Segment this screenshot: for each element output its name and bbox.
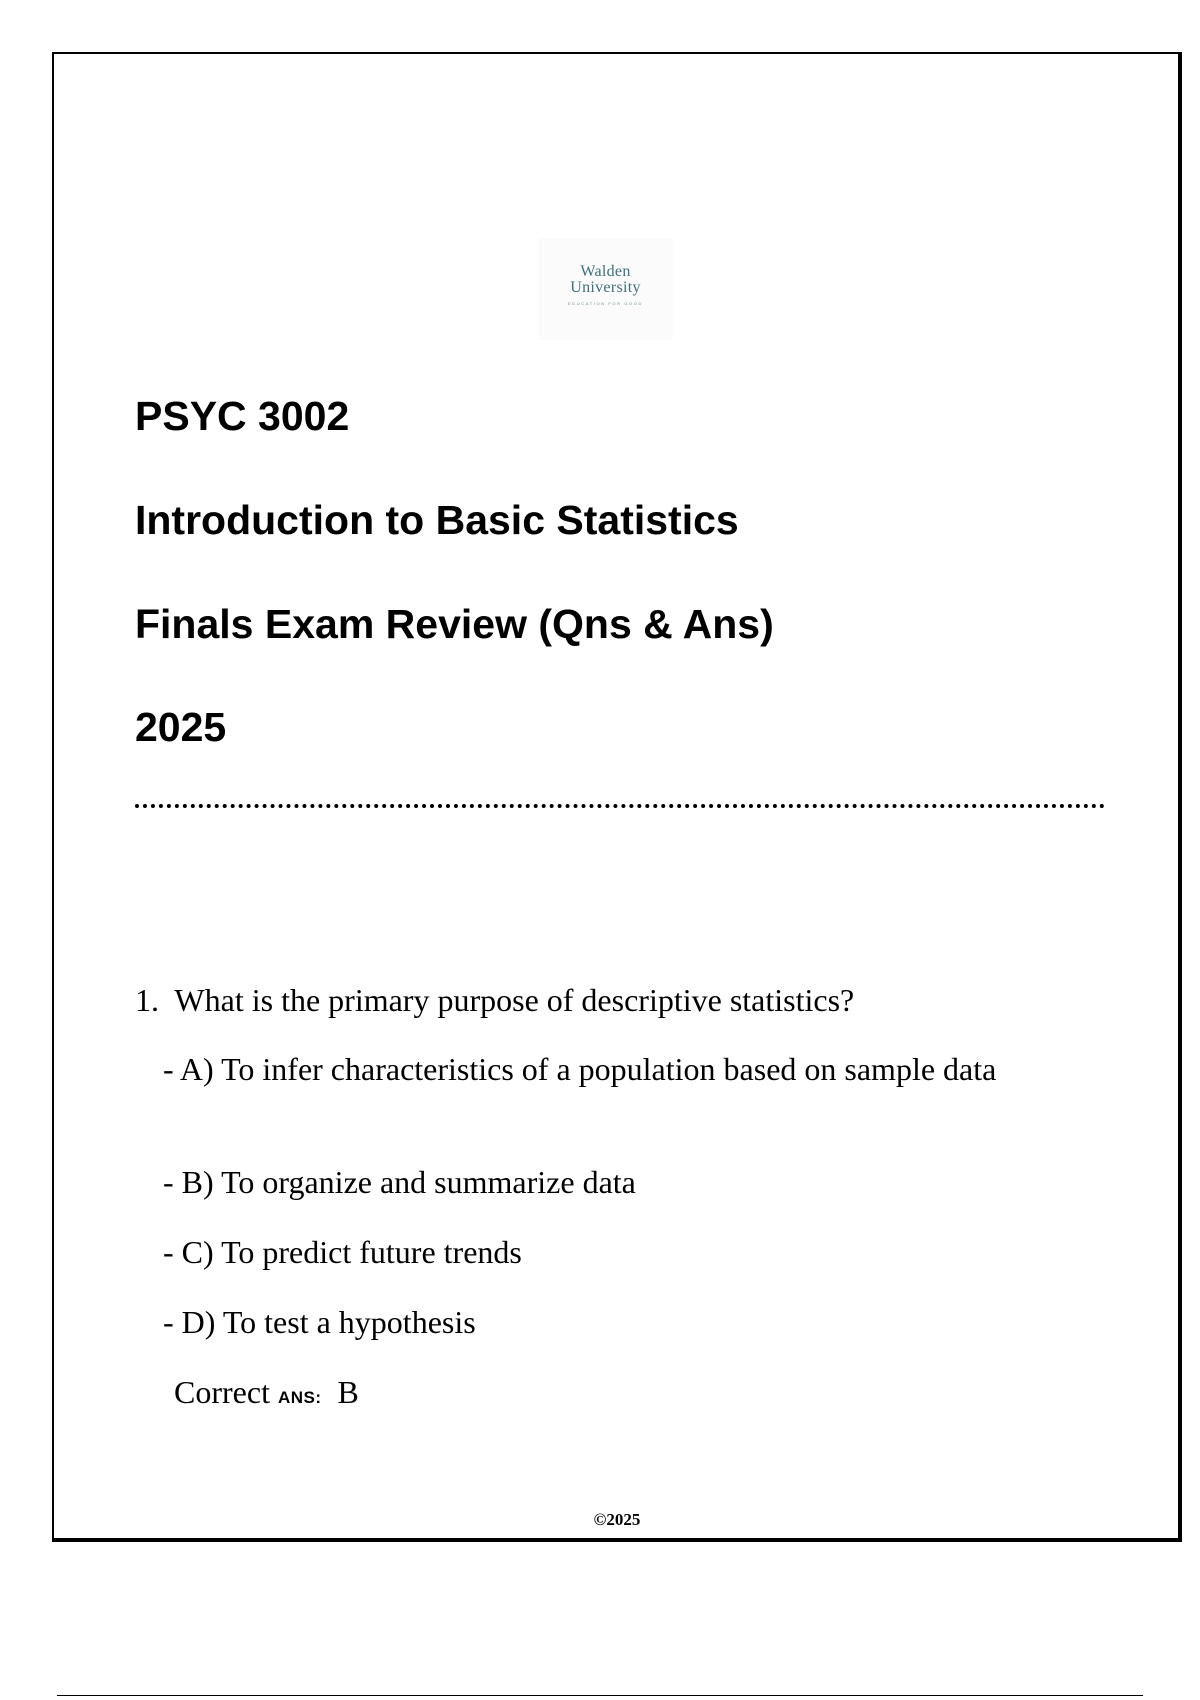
course-code: PSYC 3002 <box>135 393 350 439</box>
logo-tagline: EDUCATION FOR GOOD <box>568 301 643 306</box>
copyright-footer: ©2025 <box>593 1510 641 1529</box>
exam-year: 2025 <box>135 704 227 750</box>
answer-value: B <box>337 1374 359 1410</box>
university-logo <box>538 238 673 340</box>
logo-line-1: Walden <box>580 263 631 280</box>
option-c: - C) To predict future trends <box>163 1234 522 1270</box>
question-number: 1. <box>135 982 159 1018</box>
course-title: Introduction to Basic Statistics <box>135 497 739 543</box>
dotted-divider <box>135 804 1105 808</box>
logo-line-2: University <box>570 279 641 296</box>
answer-prefix: Correct <box>174 1374 270 1410</box>
option-a: - A) To infer characteristics of a population based on sample data <box>163 1051 997 1087</box>
correct-answer <box>174 1372 359 1418</box>
option-b: - B) To organize and summarize data <box>163 1164 636 1200</box>
answer-tag: ANS: <box>277 1388 322 1407</box>
question-text: What is the primary purpose of descriptive statistics? <box>174 982 855 1018</box>
exam-title: Finals Exam Review (Qns & Ans) <box>135 601 774 647</box>
bottom-rule <box>57 1695 1143 1696</box>
option-d: - D) To test a hypothesis <box>163 1304 476 1340</box>
question-1 <box>135 980 854 1020</box>
